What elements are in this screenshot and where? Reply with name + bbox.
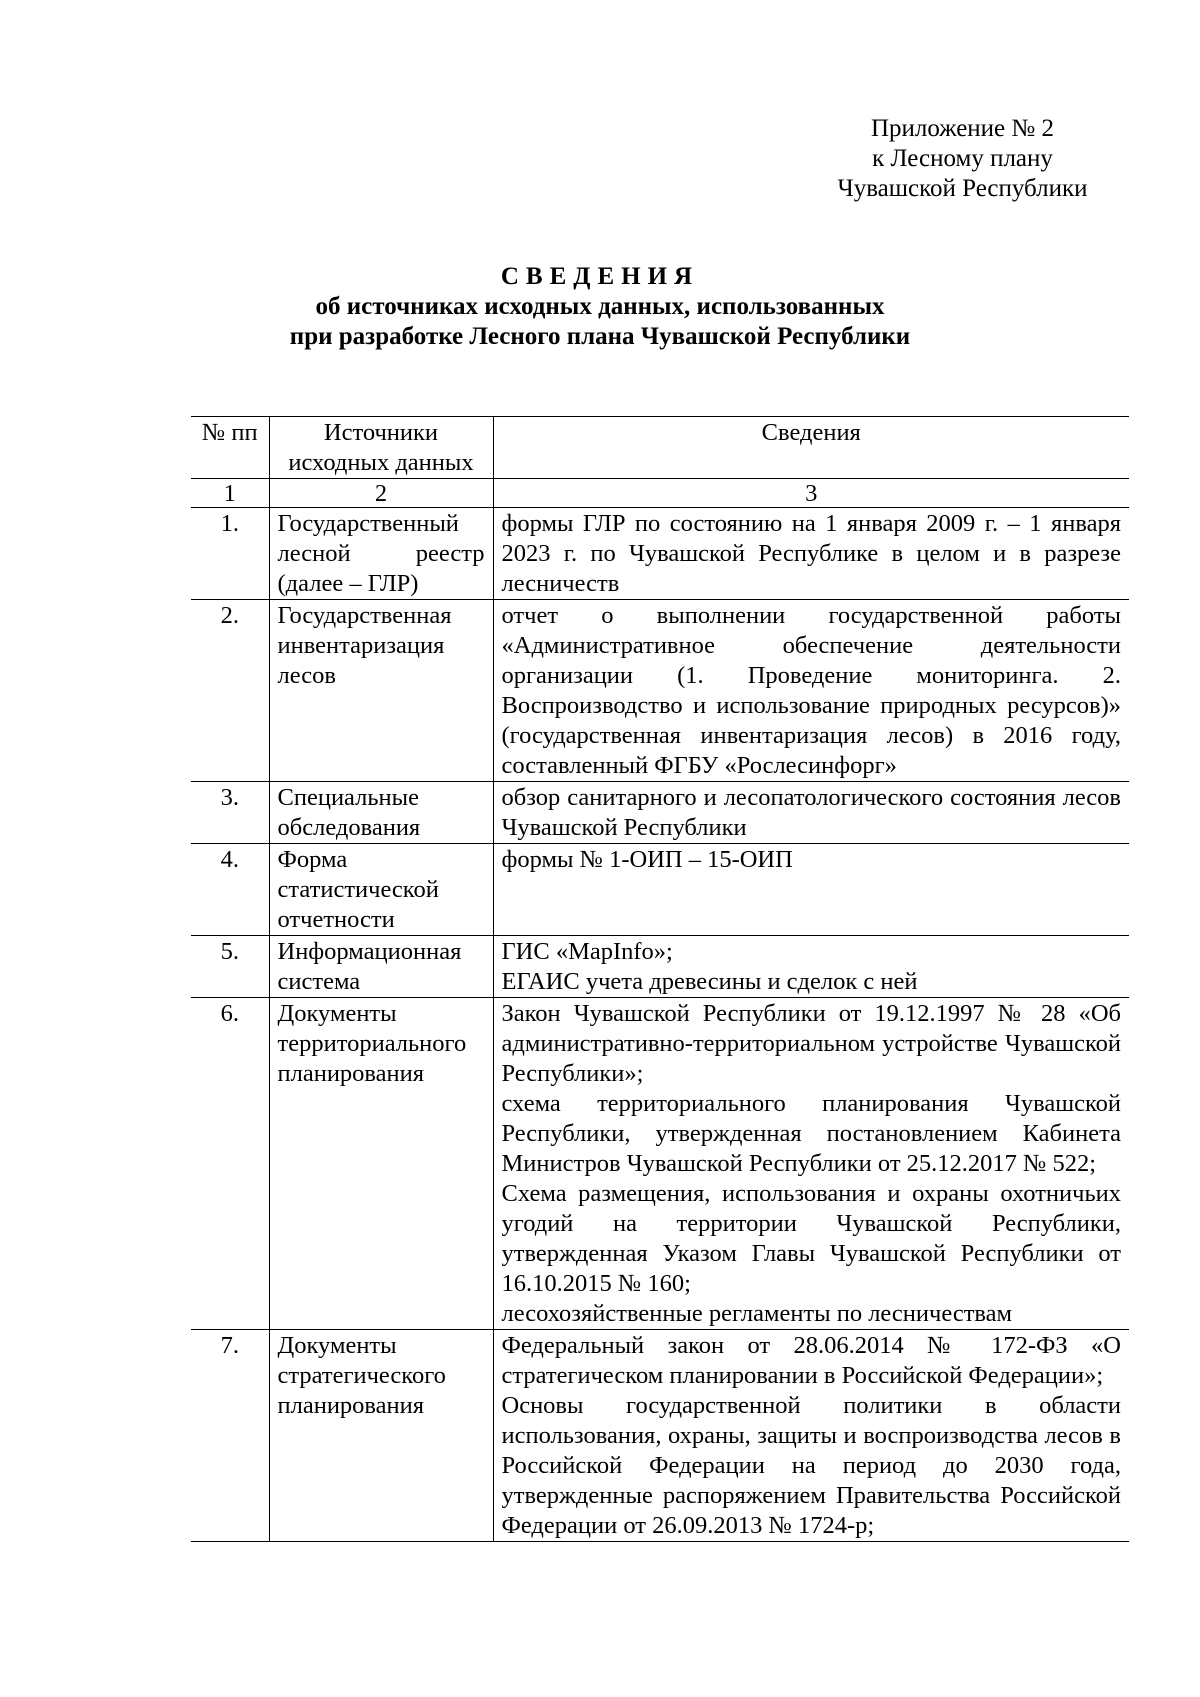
column-number-2: 2 [269, 479, 493, 508]
info-line: Закон Чувашской Республики от 19.12.1997 № 28 «Об административно-территориальном устройстве Чувашской Республики»; [501, 1000, 1121, 1087]
row-info [493, 782, 1129, 844]
table-row [191, 600, 1129, 782]
row-info [493, 998, 1129, 1330]
row-number: 6. [191, 998, 269, 1330]
table-row [191, 998, 1129, 1330]
appendix-line-2: к Лесному плану [872, 145, 1053, 172]
row-info [493, 600, 1129, 782]
row-number: 1. [191, 508, 269, 600]
info-line: ГИС «MapInfo»; [501, 938, 673, 965]
row-number: 3. [191, 782, 269, 844]
table-row [191, 508, 1129, 600]
sources-table [191, 416, 1129, 1542]
row-source: Документы стратегического планирования [269, 1330, 493, 1542]
appendix-line-3: Чувашской Республики [837, 175, 1088, 202]
table-row [191, 844, 1129, 936]
row-number: 7. [191, 1330, 269, 1542]
info-line: лесохозяйственные регламенты по лесничествам [501, 1300, 1013, 1327]
row-source: Государственный лесной реестр (далее – ГЛР) [269, 508, 493, 600]
column-number-3: 3 [493, 479, 1129, 508]
row-info [493, 508, 1129, 600]
title-line-3: при разработке Лесного плана Чувашской Республики [289, 323, 911, 350]
info-line: ЕГАИС учета древесины и сделок с ней [501, 968, 918, 995]
info-line: формы № 1-ОИП – 15-ОИП [501, 846, 793, 873]
table-row [191, 936, 1129, 998]
row-number: 2. [191, 600, 269, 782]
info-line: схема территориального планирования Чувашской Республики, утвержденная постановлением Кабинета Министров Чувашской Республики от 25.12.2017 № 522; [501, 1090, 1121, 1177]
info-line: обзор санитарного и лесопатологического состояния лесов Чувашской Республики [501, 784, 1121, 841]
info-line: отчет о выполнении государственной работы «Административное обеспечение деятельности организации (1. Проведение мониторинга. 2. Воспроизводство и использование природных ресурсов)» (государственная инвентаризация лесов) в 2016 году, составленный ФГБУ «Рослесинфорг» [501, 602, 1121, 779]
info-line: Федеральный закон от 28.06.2014 № 172-ФЗ «О стратегическом планировании в Российской Федерации»; [501, 1332, 1121, 1389]
row-source: Документы территориального планирования [269, 998, 493, 1330]
title-line-1: СВЕДЕНИЯ [500, 263, 700, 290]
row-source: Форма статистической отчетности [269, 844, 493, 936]
row-source: Информационная система [269, 936, 493, 998]
header-num: № пп [191, 417, 269, 479]
row-source: Государственная инвентаризация лесов [269, 600, 493, 782]
table-row [191, 1330, 1129, 1542]
table-row [191, 782, 1129, 844]
header-row [191, 417, 1129, 479]
info-line: формы ГЛР по состоянию на 1 января 2009 г. – 1 января 2023 г. по Чувашской Республике в целом и в разрезе лесничеств [501, 510, 1121, 597]
row-info [493, 844, 1129, 936]
info-line: Схема размещения, использования и охраны охотничьих угодий на территории Чувашской Республики, утвержденная Указом Главы Чувашской Республики от 16.10.2015 № 160; [501, 1180, 1121, 1297]
appendix-line-1: Приложение № 2 [870, 115, 1055, 142]
column-number-1: 1 [191, 479, 269, 508]
document-title [0, 262, 1200, 352]
row-number: 4. [191, 844, 269, 936]
title-line-2: об источниках исходных данных, использованных [315, 293, 885, 320]
info-line: Основы государственной политики в области использования, охраны, защиты и воспроизводства лесов в Российской Федерации на период до 2030 года, утвержденные распоряжением Правительства Российской Федерации от 26.09.2013 № 1724-р; [501, 1392, 1121, 1539]
header-source: Источники исходных данных [269, 417, 493, 479]
row-source: Специальные обследования [269, 782, 493, 844]
header-info: Сведения [493, 417, 1129, 479]
column-numbers-row [191, 479, 1129, 508]
appendix-note [800, 114, 1125, 204]
row-number: 5. [191, 936, 269, 998]
row-info [493, 1330, 1129, 1542]
row-info [493, 936, 1129, 998]
